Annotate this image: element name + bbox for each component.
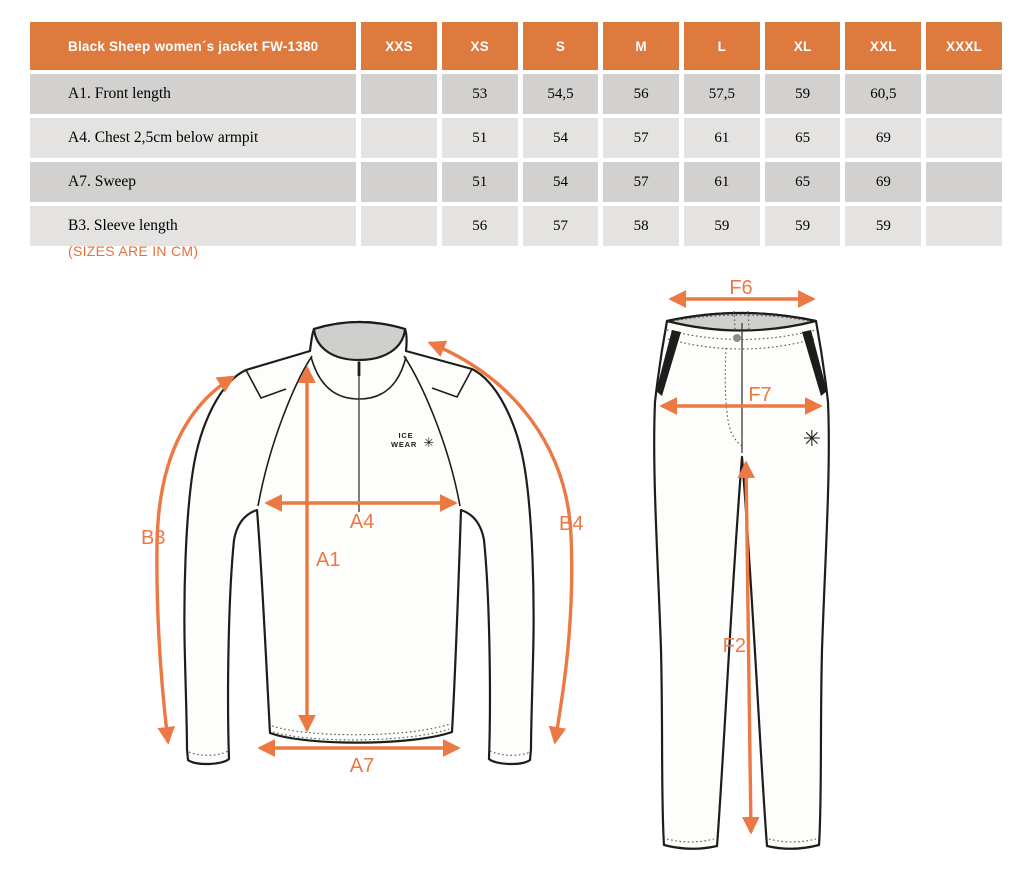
table-title: Black Sheep women´s jacket FW-1380 bbox=[30, 22, 356, 70]
size-header-m: M bbox=[603, 22, 679, 70]
icewear-logo-text-wear: WEAR bbox=[390, 440, 418, 449]
measurement-cell: 57 bbox=[603, 162, 679, 202]
size-header-xxl: XXL bbox=[845, 22, 921, 70]
a7-label: A7 bbox=[349, 755, 375, 777]
size-header-xxs: XXS bbox=[361, 22, 437, 70]
measurement-cell: 56 bbox=[442, 206, 518, 246]
f6-label: F6 bbox=[729, 277, 753, 299]
pants-drawing bbox=[654, 277, 829, 849]
size-header-xs: XS bbox=[442, 22, 518, 70]
measurement-cell: 57 bbox=[603, 118, 679, 158]
measurement-label: A4. Chest 2,5cm below armpit bbox=[30, 118, 356, 158]
measurement-cell: 59 bbox=[684, 206, 760, 246]
measurement-label: A7. Sweep bbox=[30, 162, 356, 202]
measurement-cell: 54 bbox=[523, 162, 599, 202]
f2-label: F2 bbox=[722, 635, 746, 657]
measurement-cell: 59 bbox=[845, 206, 921, 246]
jacket-drawing bbox=[141, 322, 583, 777]
a1-label: A1 bbox=[316, 549, 341, 571]
a4-label: A4 bbox=[349, 511, 375, 533]
measurement-cell: 51 bbox=[442, 162, 518, 202]
measurement-cell: 56 bbox=[603, 74, 679, 114]
b3-label: B3 bbox=[141, 527, 166, 549]
snowflake-icon: ✳ bbox=[423, 436, 435, 451]
measurement-cell: 59 bbox=[765, 74, 841, 114]
measurement-cell: 54,5 bbox=[523, 74, 599, 114]
icewear-logo-text-ice: ICE bbox=[398, 431, 414, 440]
f7-label: F7 bbox=[748, 384, 772, 406]
size-header-xxxl: XXXL bbox=[926, 22, 1002, 70]
measurement-cell: 57 bbox=[523, 206, 599, 246]
snowflake-icon: ✳ bbox=[802, 427, 822, 452]
measurement-label: A1. Front length bbox=[30, 74, 356, 114]
b4-label: B4 bbox=[559, 513, 584, 535]
measurement-cell: 51 bbox=[442, 118, 518, 158]
measurement-label: B3. Sleeve length bbox=[30, 206, 356, 246]
measurement-cell: 61 bbox=[684, 118, 760, 158]
sizes-in-cm-note: (SIZES ARE IN CM) bbox=[68, 243, 199, 259]
measurement-cell: 69 bbox=[845, 118, 921, 158]
measurement-cell: 53 bbox=[442, 74, 518, 114]
measurement-cell: 61 bbox=[684, 162, 760, 202]
size-header-s: S bbox=[523, 22, 599, 70]
measurement-cell: 69 bbox=[845, 162, 921, 202]
size-header-xl: XL bbox=[765, 22, 841, 70]
measurement-cell: 57,5 bbox=[684, 74, 760, 114]
size-header-l: L bbox=[684, 22, 760, 70]
measurement-cell: 58 bbox=[603, 206, 679, 246]
measurement-cell: 65 bbox=[765, 162, 841, 202]
measurement-cell: 59 bbox=[765, 206, 841, 246]
measurement-cell: 60,5 bbox=[845, 74, 921, 114]
pants-button bbox=[733, 334, 741, 342]
measurement-cell: 65 bbox=[765, 118, 841, 158]
measurement-cell: 54 bbox=[523, 118, 599, 158]
